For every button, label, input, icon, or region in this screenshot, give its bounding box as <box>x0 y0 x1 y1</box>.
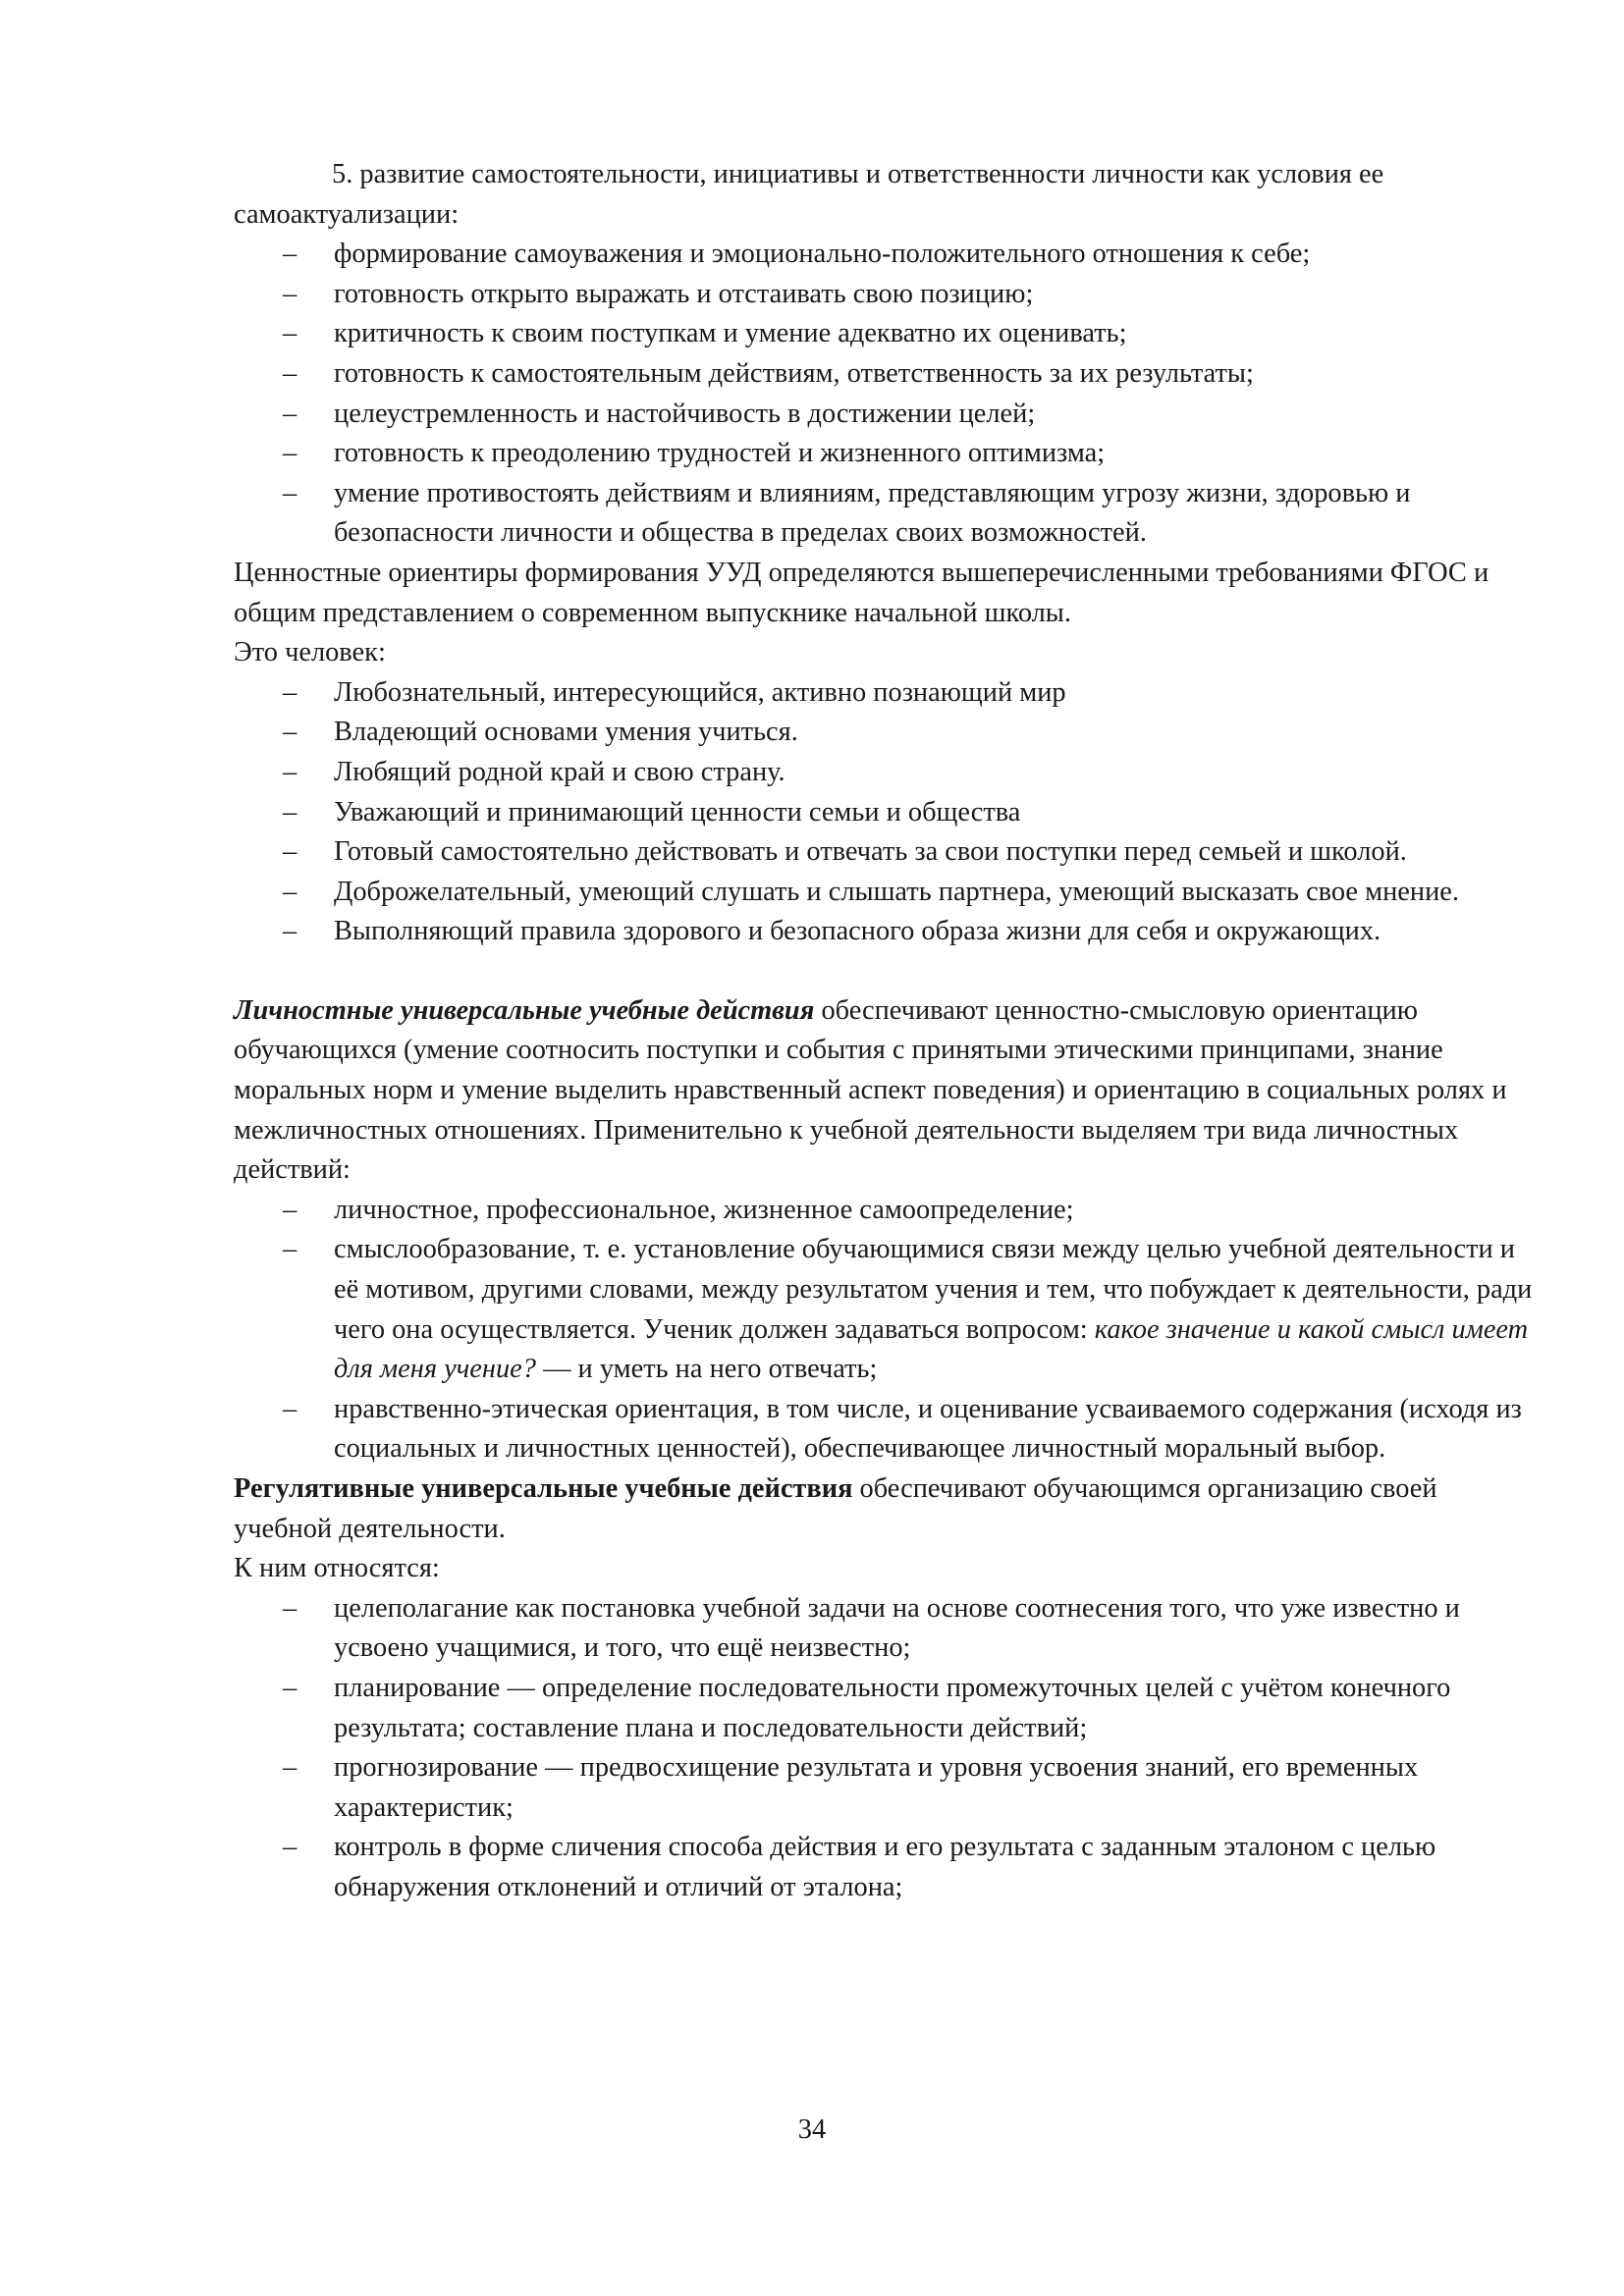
values-lead: Это человек: <box>234 637 386 668</box>
section5-list <box>234 235 1540 554</box>
list-item: – планирование — определение последовательности промежуточных целей с учётом конечного результата; составление плана и последовательности действий; <box>334 1669 1540 1748</box>
list-item: – прогнозирование — предвосхищение результата и уровня усвоения знаний, его временных характеристик; <box>334 1748 1540 1828</box>
list-item: – умение противостоять действиям и влияниям, представляющим угрозу жизни, здоровью и безопасности личности и общества в пределах своих возможностей. <box>334 474 1540 554</box>
list-item: – Доброжелательный, умеющий слушать и слышать партнера, умеющий высказать свое мнение. <box>334 873 1540 913</box>
personal-text: обеспечивают ценностно-смысловую ориентацию обучающихся (умение соотносить поступки и события с принятыми этическими принципами, знание моральных норм и умение выделить нравственный аспект поведения) и ориентацию в социальных ролях и межличностных отношениях. Применительно к учебной деятельности выделяем три вида личностных действий: <box>234 994 1507 1186</box>
list-item: – контроль в форме сличения способа действия и его результата с заданным эталоном с целью обнаружения отклонений и отличий от эталона; <box>334 1828 1540 1907</box>
list-item: – нравственно-этическая ориентация, в том числе, и оценивание усваиваемого содержания (исходя из социальных и личностных ценностей), обеспечивающее личностный моральный выбор. <box>334 1390 1540 1469</box>
regulative-term: Регулятивные универсальные учебные действия <box>234 1473 853 1504</box>
personal-paragraph <box>234 991 1540 1191</box>
section5-intro: 5. развитие самостоятельности, инициативы и ответственности личности как условия ее самоактуализации: <box>234 159 1384 230</box>
list-item: – готовность открыто выражать и отстаивать свою позицию; <box>334 275 1540 315</box>
list-item: – личностное, профессиональное, жизненное самоопределение; <box>334 1191 1540 1231</box>
list-item: – целеустремленность и настойчивость в достижении целей; <box>334 395 1540 435</box>
list-item: – Любящий родной край и свою страну. <box>334 753 1540 793</box>
document-body <box>234 155 1540 1908</box>
regulative-lead: К ним относятся: <box>234 1553 440 1584</box>
list-item: – готовность к преодолению трудностей и жизненного оптимизма; <box>334 434 1540 474</box>
personal-term: Личностные универсальные учебные действия <box>234 994 815 1026</box>
regulative-paragraph <box>234 1469 1540 1549</box>
item-text: смыслообразование, т. е. установление обучающимися связи между целью учебной деятельности и её мотивом, другими словами, между результатом учения и тем, что побуждает к деятельности, ради чего она осуществляется. Ученик должен задаваться вопросом: <box>334 1234 1533 1345</box>
item-text: — и уметь на него отвечать; <box>535 1354 878 1385</box>
list-item: – формирование самоуважения и эмоционально-положительного отношения к себе; <box>334 235 1540 275</box>
list-item: – Готовый самостоятельно действовать и отвечать за свои поступки перед семьей и школой. <box>334 832 1540 873</box>
list-item: – Выполняющий правила здорового и безопасного образа жизни для себя и окружающих. <box>334 912 1540 952</box>
personal-list <box>234 1191 1540 1469</box>
list-item: – Любознательный, интересующийся, активно познающий мир <box>334 673 1540 714</box>
list-item: – готовность к самостоятельным действиям, ответственность за их результаты; <box>334 354 1540 395</box>
paragraph-gap <box>234 952 1540 991</box>
page-number: 34 <box>797 2114 827 2145</box>
list-item: – целеполагание как постановка учебной задачи на основе соотнесения того, что уже известно и усвоено учащимися, и того, что ещё неизвестно; <box>334 1589 1540 1669</box>
values-paragraph: Ценностные ориентиры формирования УУД определяются вышеперечисленными требованиями ФГОС и общим представлением о современном выпускнике начальной школы. <box>234 557 1489 628</box>
list-item: – Владеющий основами умения учиться. <box>334 713 1540 753</box>
regulative-text: обеспечивают обучающимся организацию своей учебной деятельности. <box>234 1473 1437 1544</box>
list-item <box>334 1230 1540 1389</box>
values-list <box>234 673 1540 952</box>
list-item: – Уважающий и принимающий ценности семьи и общества <box>334 793 1540 833</box>
list-item: – критичность к своим поступкам и умение адекватно их оценивать; <box>334 314 1540 354</box>
item-question: какое значение и какой смысл имеет для меня учение? <box>334 1313 1529 1385</box>
regulative-list <box>234 1589 1540 1908</box>
